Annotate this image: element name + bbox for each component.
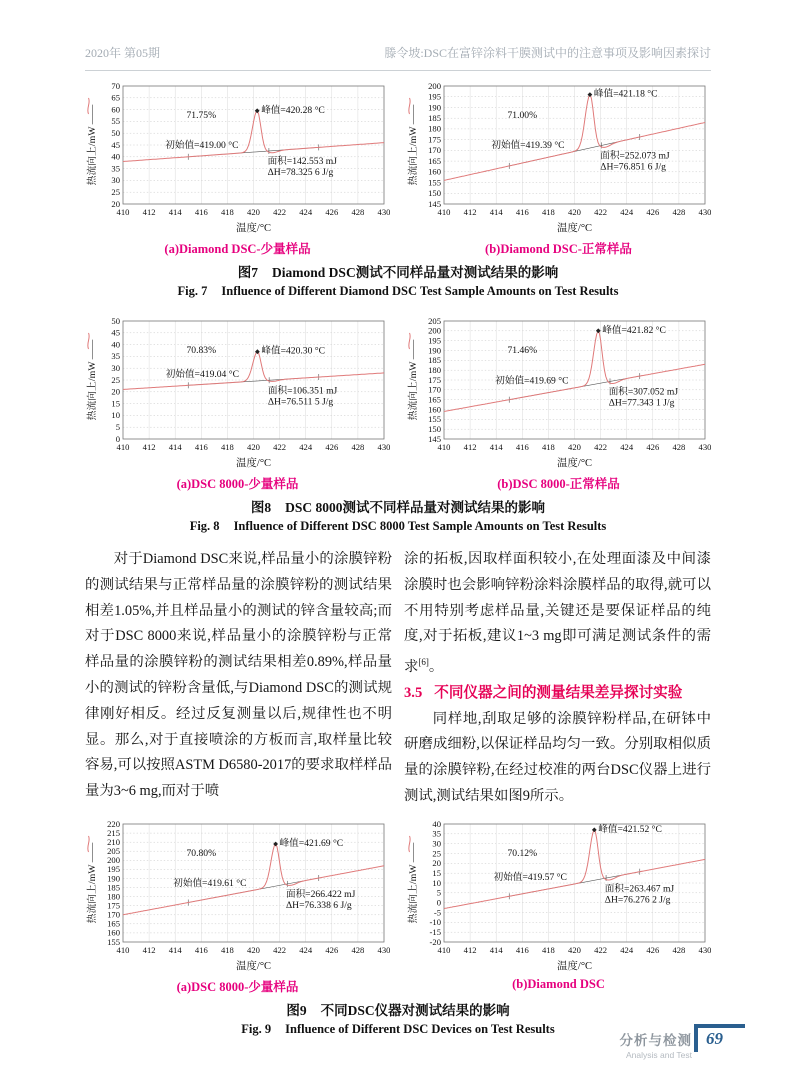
- svg-text:424: 424: [620, 944, 634, 955]
- svg-text:420: 420: [568, 442, 581, 452]
- journal-issue: 2020年 第05期: [85, 46, 161, 60]
- figure-9-caption-zh: 图9 不同DSC仪器对测试结果的影响: [286, 1002, 510, 1018]
- svg-text:190: 190: [428, 102, 441, 113]
- figure-8-subcaptions: [85, 474, 711, 492]
- chart-fig9b: [406, 818, 711, 976]
- svg-text:ΔH=77.343 1 J/g: ΔH=77.343 1 J/g: [608, 397, 675, 409]
- svg-text:420: 420: [247, 944, 260, 955]
- chart-fig8a: [85, 315, 390, 473]
- svg-text:-15: -15: [429, 926, 441, 937]
- svg-text:初始值=419.61 °C: 初始值=419.61 °C: [173, 877, 247, 889]
- svg-text:410: 410: [437, 442, 451, 452]
- svg-text:412: 412: [463, 207, 477, 217]
- page-content: [85, 0, 711, 1037]
- svg-text:145: 145: [428, 433, 441, 444]
- figure-7-charts: [85, 80, 711, 238]
- svg-text:65: 65: [111, 92, 120, 103]
- page-number-left-bar: [694, 1024, 698, 1052]
- svg-text:195: 195: [428, 91, 441, 102]
- svg-text:410: 410: [437, 944, 451, 955]
- svg-text:面积=266.422 mJ: 面积=266.422 mJ: [286, 888, 356, 900]
- svg-text:428: 428: [351, 944, 365, 955]
- svg-text:190: 190: [107, 873, 120, 884]
- svg-text:峰值=421.18 °C: 峰值=421.18 °C: [593, 88, 658, 100]
- svg-text:424: 424: [299, 442, 313, 452]
- svg-text:430: 430: [698, 442, 711, 452]
- figure-7a-label: (a)Diamond DSC-少量样品: [164, 242, 311, 256]
- svg-text:185: 185: [107, 882, 120, 893]
- chart-fig9a: [85, 818, 390, 976]
- svg-text:422: 422: [273, 944, 287, 955]
- svg-text:40: 40: [432, 818, 441, 829]
- svg-text:热流向上/mW ——: 热流向上/mW ——: [87, 842, 98, 924]
- svg-text:10: 10: [111, 410, 120, 421]
- figure-8-caption-zh: 图8 DSC 8000测试不同样品量对测试结果的影响: [250, 500, 546, 515]
- svg-text:面积=263.467 mJ: 面积=263.467 mJ: [604, 883, 675, 895]
- running-title: 滕令坡:DSC在富锌涂料干膜测试中的注意事项及影响因素探讨: [384, 46, 711, 60]
- body-paragraph-right-1: 涂的拓板,因取样面积较小,在处理面漆及中间漆涂膜时也会影响锌粉涂料涂膜样品的取得,就可以不用特别考虑样品量,关键还是要保证样品的纯度,对于拓板,建议1~3 mg即可满足测试条件的需求[6]。: [404, 551, 711, 675]
- svg-text:426: 426: [646, 442, 660, 452]
- svg-text:初始值=419.57 °C: 初始值=419.57 °C: [493, 871, 567, 883]
- body-paragraph-left: 对于Diamond DSC来说,样品量小的涂膜锌粉的测试结果与正常样品量的涂膜锌粉的测试结果相差1.05%,并且样品量小的测试的锌含量较高;而对于DSC 8000来说,样品量小的涂膜锌粉与正常样品量的涂膜锌粉的测试结果相差0.89%,样品量小的测试的锌粉含量低,与Diamond DSC的测试规律刚好相反。经过反复测量以后,规律性也不明显。那么,对于直接喷涂的方板而言,取样量比较容易,可以按照ASTM D6580-2017的要求取样样品量为3~6 mg,而对于喷: [85, 551, 393, 800]
- svg-text:165: 165: [107, 918, 120, 929]
- svg-text:416: 416: [194, 207, 208, 217]
- svg-text:150: 150: [428, 188, 441, 199]
- svg-text:424: 424: [620, 442, 634, 452]
- figure-8a-label: (a)DSC 8000-少量样品: [176, 477, 299, 491]
- svg-text:410: 410: [116, 944, 130, 955]
- svg-text:426: 426: [646, 944, 660, 955]
- svg-text:416: 416: [515, 207, 529, 217]
- svg-text:422: 422: [594, 442, 608, 452]
- svg-text:35: 35: [111, 351, 120, 362]
- svg-text:面积=307.052 mJ: 面积=307.052 mJ: [608, 386, 679, 398]
- svg-text:155: 155: [107, 936, 120, 947]
- svg-text:430: 430: [698, 944, 711, 955]
- svg-text:430: 430: [377, 944, 390, 955]
- section-heading-3-5: 3.5 不同仪器之间的测量结果差异探讨实验: [404, 684, 683, 701]
- svg-text:45: 45: [111, 327, 120, 338]
- svg-text:428: 428: [351, 442, 365, 452]
- svg-text:30: 30: [111, 363, 120, 373]
- svg-text:418: 418: [220, 442, 234, 452]
- svg-text:412: 412: [463, 442, 477, 452]
- svg-text:422: 422: [273, 442, 287, 452]
- figure-9: [85, 818, 711, 1037]
- figure-9-caption-en: Fig. 9 Influence of Different DSC Devices on Test Results: [241, 1021, 555, 1036]
- svg-text:210: 210: [107, 836, 120, 847]
- svg-text:424: 424: [620, 207, 634, 217]
- svg-text:422: 422: [273, 207, 287, 217]
- svg-text:195: 195: [428, 335, 441, 346]
- svg-text:426: 426: [325, 207, 339, 217]
- svg-text:30: 30: [111, 175, 120, 186]
- svg-text:0: 0: [115, 433, 120, 444]
- svg-text:416: 416: [515, 442, 529, 452]
- svg-text:-20: -20: [429, 936, 441, 947]
- svg-text:-10: -10: [429, 916, 441, 927]
- svg-text:峰值=421.52 °C: 峰值=421.52 °C: [598, 823, 662, 835]
- svg-text:175: 175: [428, 374, 441, 385]
- figure-9a-label: (a)DSC 8000-少量样品: [176, 979, 299, 994]
- svg-text:热流向上/mW ——: 热流向上/mW ——: [408, 842, 419, 924]
- svg-text:45: 45: [111, 139, 120, 150]
- figure-7-caption-zh: 图7 Diamond DSC测试不同样品量对测试结果的影响: [237, 265, 559, 280]
- svg-text:414: 414: [489, 442, 503, 452]
- svg-text:10: 10: [432, 877, 441, 888]
- svg-text:424: 424: [299, 207, 313, 217]
- svg-text:220: 220: [107, 818, 120, 829]
- svg-text:424: 424: [299, 944, 313, 955]
- svg-text:175: 175: [107, 900, 120, 911]
- svg-text:热流向上/mW ——: 热流向上/mW ——: [87, 104, 98, 186]
- figure-8b-label: (b)DSC 8000-正常样品: [497, 477, 620, 491]
- svg-text:180: 180: [428, 365, 441, 375]
- svg-text:50: 50: [111, 128, 120, 138]
- svg-text:ΔH=76.851 6 J/g: ΔH=76.851 6 J/g: [600, 161, 666, 173]
- svg-text:180: 180: [107, 891, 120, 902]
- svg-text:70.12%: 70.12%: [507, 847, 538, 859]
- svg-text:25: 25: [111, 374, 120, 385]
- svg-text:160: 160: [428, 404, 441, 415]
- page-number-box: [699, 1024, 745, 1060]
- svg-text:416: 416: [194, 442, 208, 452]
- svg-text:414: 414: [168, 207, 182, 217]
- svg-text:420: 420: [247, 207, 260, 217]
- svg-text:峰值=420.30 °C: 峰值=420.30 °C: [261, 345, 326, 357]
- svg-text:410: 410: [116, 207, 130, 217]
- svg-text:412: 412: [142, 207, 156, 217]
- chart-fig8b: [406, 315, 711, 473]
- svg-text:422: 422: [594, 944, 608, 955]
- svg-text:426: 426: [325, 944, 339, 955]
- svg-text:412: 412: [142, 944, 156, 955]
- svg-text:190: 190: [428, 345, 441, 356]
- svg-text:412: 412: [463, 944, 477, 955]
- svg-text:初始值=419.39 °C: 初始值=419.39 °C: [491, 140, 565, 152]
- page-number: 69: [706, 1029, 723, 1048]
- svg-text:20: 20: [432, 857, 441, 868]
- svg-text:20: 20: [111, 198, 120, 209]
- svg-text:418: 418: [541, 207, 555, 217]
- figure-8: [85, 315, 711, 534]
- svg-text:ΔH=76.511 5 J/g: ΔH=76.511 5 J/g: [267, 396, 334, 408]
- svg-text:70: 70: [111, 80, 120, 91]
- svg-text:40: 40: [111, 151, 120, 162]
- figure-9-subcaptions: [85, 977, 711, 995]
- svg-text:峰值=421.82 °C: 峰值=421.82 °C: [602, 324, 666, 336]
- svg-text:面积=142.553 mJ: 面积=142.553 mJ: [267, 156, 337, 168]
- body-paragraph-right-2: 同样地,刮取足够的涂膜锌粉样品,在研钵中研磨成细粉,以保证样品均匀一致。分别取相似质量的涂膜锌粉,在经过校准的两台DSC仪器上进行测试,测试结果如图9所示。: [404, 710, 711, 804]
- svg-text:426: 426: [646, 207, 660, 217]
- svg-text:峰值=421.69 °C: 峰值=421.69 °C: [279, 837, 344, 849]
- svg-text:-5: -5: [433, 907, 441, 918]
- svg-text:418: 418: [220, 944, 234, 955]
- svg-text:430: 430: [377, 442, 390, 452]
- svg-text:70.83%: 70.83%: [186, 344, 217, 356]
- svg-text:ΔH=78.325 6 J/g: ΔH=78.325 6 J/g: [267, 167, 334, 179]
- svg-text:416: 416: [515, 944, 529, 955]
- svg-text:温度/°C: 温度/°C: [235, 960, 272, 972]
- svg-text:205: 205: [428, 315, 441, 326]
- svg-text:428: 428: [351, 207, 365, 217]
- svg-text:170: 170: [428, 384, 441, 395]
- svg-text:5: 5: [115, 422, 120, 432]
- svg-text:150: 150: [428, 424, 441, 434]
- svg-text:428: 428: [672, 207, 686, 217]
- svg-text:15: 15: [111, 398, 120, 409]
- svg-text:414: 414: [168, 944, 182, 955]
- svg-text:35: 35: [111, 163, 120, 174]
- svg-text:50: 50: [111, 315, 120, 326]
- footer-section-en: Analysis and Test: [626, 1050, 692, 1060]
- page-header: [85, 0, 711, 71]
- svg-text:面积=252.073 mJ: 面积=252.073 mJ: [600, 150, 670, 162]
- figure-8-caption-en: Fig. 8 Influence of Different DSC 8000 Test Sample Amounts on Test Results: [189, 519, 607, 533]
- figure-7-caption-en: Fig. 7 Influence of Different Diamond DSC Test Sample Amounts on Test Results: [177, 284, 619, 298]
- svg-text:初始值=419.00 °C: 初始值=419.00 °C: [165, 140, 239, 151]
- svg-text:面积=106.351 mJ: 面积=106.351 mJ: [267, 385, 338, 397]
- svg-text:170: 170: [428, 145, 441, 156]
- svg-text:温度/°C: 温度/°C: [556, 223, 593, 234]
- svg-text:418: 418: [220, 207, 234, 217]
- svg-text:155: 155: [428, 414, 441, 425]
- svg-text:414: 414: [168, 442, 182, 452]
- svg-text:420: 420: [568, 207, 581, 217]
- svg-text:5: 5: [436, 887, 441, 898]
- svg-text:416: 416: [194, 944, 208, 955]
- chart-fig7a: [85, 80, 390, 238]
- svg-text:温度/°C: 温度/°C: [235, 458, 272, 469]
- svg-text:165: 165: [428, 394, 441, 405]
- svg-text:428: 428: [672, 442, 686, 452]
- figure-9-charts: [85, 818, 711, 976]
- svg-text:35: 35: [432, 828, 441, 839]
- svg-text:20: 20: [111, 386, 120, 397]
- svg-text:ΔH=76.276 2 J/g: ΔH=76.276 2 J/g: [604, 894, 671, 906]
- figure-7b-label: (b)Diamond DSC-正常样品: [485, 242, 632, 256]
- footer-section-labels: [620, 1024, 693, 1060]
- svg-text:60: 60: [111, 104, 120, 115]
- svg-text:热流向上/mW ——: 热流向上/mW ——: [408, 339, 419, 421]
- svg-text:165: 165: [428, 155, 441, 166]
- svg-text:414: 414: [489, 207, 503, 217]
- figure-9b-label: (b)Diamond DSC: [512, 976, 605, 991]
- svg-text:410: 410: [437, 207, 451, 217]
- svg-text:15: 15: [432, 867, 441, 878]
- svg-text:初始值=419.69 °C: 初始值=419.69 °C: [495, 375, 569, 387]
- svg-text:418: 418: [541, 944, 555, 955]
- svg-text:200: 200: [428, 325, 441, 336]
- svg-text:峰值=420.28 °C: 峰值=420.28 °C: [261, 104, 325, 116]
- svg-text:温度/°C: 温度/°C: [556, 960, 593, 972]
- page-footer: [620, 1024, 746, 1060]
- footer-section-zh: 分析与检测: [619, 1033, 692, 1048]
- svg-text:200: 200: [107, 854, 120, 865]
- svg-text:185: 185: [428, 355, 441, 366]
- svg-text:170: 170: [107, 909, 120, 920]
- svg-text:25: 25: [432, 848, 441, 859]
- svg-text:175: 175: [428, 134, 441, 145]
- svg-text:428: 428: [672, 944, 686, 955]
- svg-text:71.46%: 71.46%: [507, 344, 538, 356]
- reference-mark: [6]: [418, 657, 429, 668]
- svg-text:185: 185: [428, 113, 441, 123]
- body-text: [85, 547, 711, 810]
- svg-text:70.80%: 70.80%: [186, 847, 217, 859]
- svg-text:160: 160: [107, 927, 120, 938]
- svg-text:215: 215: [107, 827, 120, 838]
- svg-text:430: 430: [377, 207, 390, 217]
- svg-text:ΔH=76.338 6 J/g: ΔH=76.338 6 J/g: [286, 899, 352, 911]
- svg-text:30: 30: [432, 838, 441, 849]
- svg-text:414: 414: [489, 944, 503, 955]
- page-number-top-bar: [694, 1024, 745, 1028]
- svg-text:热流向上/mW ——: 热流向上/mW ——: [408, 104, 419, 186]
- svg-text:195: 195: [107, 863, 120, 874]
- figure-7-subcaptions: [85, 239, 711, 257]
- svg-text:205: 205: [107, 845, 120, 856]
- svg-text:420: 420: [247, 442, 260, 452]
- svg-text:412: 412: [142, 442, 156, 452]
- figure-8-charts: [85, 315, 711, 473]
- svg-text:温度/°C: 温度/°C: [556, 458, 593, 469]
- svg-text:418: 418: [541, 442, 555, 452]
- svg-text:71.00%: 71.00%: [507, 109, 538, 121]
- svg-text:155: 155: [428, 177, 441, 188]
- svg-text:0: 0: [436, 897, 441, 908]
- svg-text:初始值=419.04 °C: 初始值=419.04 °C: [165, 369, 239, 380]
- svg-text:40: 40: [111, 339, 120, 350]
- svg-text:热流向上/mW ——: 热流向上/mW ——: [87, 339, 98, 421]
- svg-text:200: 200: [428, 80, 441, 91]
- svg-text:180: 180: [428, 123, 441, 134]
- body-column-left: [85, 547, 392, 810]
- svg-text:422: 422: [594, 207, 608, 217]
- svg-text:25: 25: [111, 187, 120, 197]
- svg-text:430: 430: [698, 207, 711, 217]
- body-column-right: [404, 547, 711, 810]
- svg-text:426: 426: [325, 442, 339, 452]
- svg-text:420: 420: [568, 944, 581, 955]
- svg-text:410: 410: [116, 442, 130, 452]
- svg-text:160: 160: [428, 166, 441, 177]
- figure-7: [85, 80, 711, 299]
- svg-text:55: 55: [111, 116, 120, 127]
- chart-fig7b: [406, 80, 711, 238]
- svg-text:71.75%: 71.75%: [186, 109, 217, 121]
- svg-text:145: 145: [428, 198, 441, 209]
- svg-text:温度/°C: 温度/°C: [235, 223, 272, 234]
